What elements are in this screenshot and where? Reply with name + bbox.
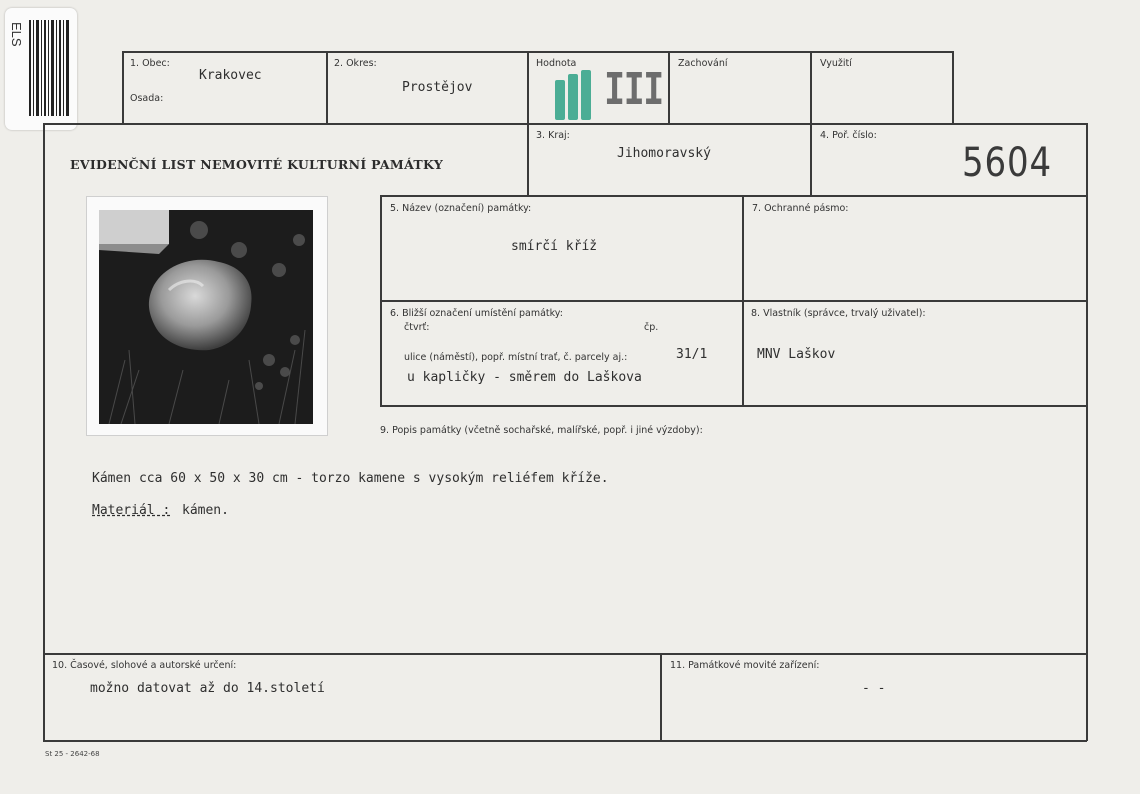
cp-label: čp. <box>644 322 659 333</box>
line <box>43 653 1087 655</box>
sticker-code: ELS <box>9 22 24 47</box>
kraj-label: 3. Kraj: <box>536 130 570 141</box>
line <box>1086 123 1088 741</box>
line <box>668 51 670 123</box>
line <box>122 51 953 53</box>
line <box>43 740 1087 742</box>
ochranne-pasmo-label: 7. Ochranné pásmo: <box>752 203 849 214</box>
popis-label: 9. Popis památky (včetně sochařské, malířské, popř. i jiné výzdoby): <box>380 425 703 436</box>
osada-label: Osada: <box>130 93 164 104</box>
barcode-icon <box>29 20 71 116</box>
line <box>380 195 528 197</box>
line <box>326 51 328 123</box>
vlastnik-label: 8. Vlastník (správce, trvalý uživatel): <box>751 308 926 319</box>
por-cislo-label: 4. Poř. číslo: <box>820 130 877 141</box>
zachovani-label: Zachování <box>678 58 728 69</box>
urceni-label: 10. Časové, slohové a autorské určení: <box>52 660 237 671</box>
line <box>380 405 1086 407</box>
parcela-value: 31/1 <box>676 347 708 362</box>
line <box>380 300 1086 302</box>
nazev-label: 5. Název (označení) památky: <box>390 203 532 214</box>
okres-label: 2. Okres: <box>334 58 377 69</box>
line <box>660 653 662 741</box>
hodnota-value: III <box>604 64 663 115</box>
umisteni-label: 6. Bližší označení umístění památky: <box>390 308 563 319</box>
record-number: 5604 <box>962 140 1052 186</box>
form-code: St 25 - 2642-68 <box>45 750 100 758</box>
line <box>43 123 1087 125</box>
okres-value: Prostějov <box>402 80 473 95</box>
line <box>122 51 124 123</box>
obec-label: 1. Obec: <box>130 58 170 69</box>
line <box>952 51 954 123</box>
vyuziti-label: Využití <box>820 58 852 69</box>
line <box>527 195 1087 197</box>
movite-label: 11. Památkové movité zařízení: <box>670 660 820 671</box>
movite-value: - - <box>862 681 886 696</box>
urceni-value: možno datovat až do 14.století <box>90 681 325 696</box>
ulice-label: ulice (náměstí), popř. místní trať, č. parcely aj.: <box>404 352 628 363</box>
location-value: u kapličky - směrem do Laškova <box>407 370 642 385</box>
green-marker-icon <box>553 70 595 122</box>
stone-photo <box>99 210 313 424</box>
nazev-value: smírčí kříž <box>511 239 598 254</box>
vlastnik-value: MNV Laškov <box>757 347 836 362</box>
form-title: EVIDENČNÍ LIST NEMOVITÉ KULTURNÍ PAMÁTKY <box>70 157 444 172</box>
ctvrt-label: čtvrť: <box>404 322 430 333</box>
material-label: Materiál : <box>92 503 171 518</box>
photo-frame <box>86 196 328 436</box>
kraj-value: Jihomoravský <box>617 146 711 161</box>
material-value: kámen. <box>182 503 229 518</box>
line <box>43 123 45 741</box>
barcode-sticker <box>5 8 77 130</box>
hodnota-label: Hodnota <box>536 58 577 69</box>
obec-value: Krakovec <box>199 68 262 83</box>
popis-text: Kámen cca 60 x 50 x 30 cm - torzo kamene s vysokým reliéfem kříže. <box>92 471 609 486</box>
